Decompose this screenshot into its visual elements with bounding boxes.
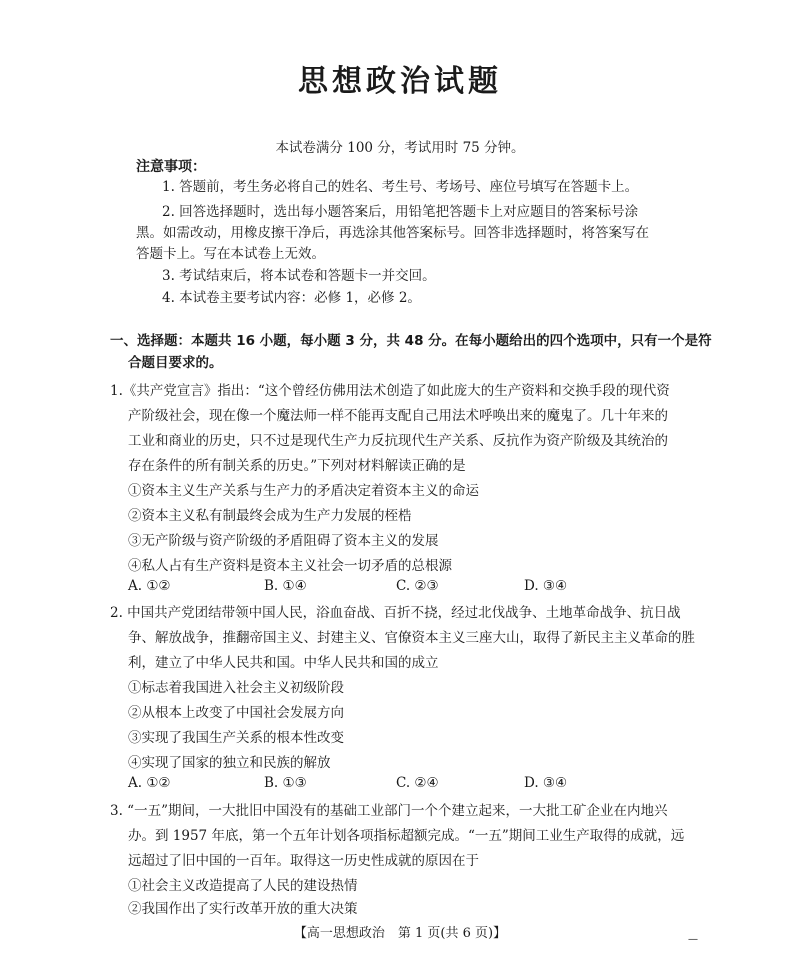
corner-mark: — (688, 934, 698, 945)
question-stem: 办。到 1957 年底，第一个五年计划各项指标超额完成。“一五”期间工业生产取得的成就，远 (128, 828, 685, 844)
question-stem: 存在条件的所有制关系的历史。”下列对材料解读正确的是 (128, 458, 466, 474)
notes-line: 3. 考试结束后，将本试卷和答题卡一并交回。 (162, 268, 436, 284)
option-c: C. ②④ (396, 775, 439, 791)
question-item: ①资本主义生产关系与生产力的矛盾决定着资本主义的命运 (128, 483, 479, 499)
option-d: D. ③④ (524, 578, 568, 594)
question-item: ③实现了我国生产关系的根本性改变 (128, 730, 344, 746)
question-item: ①标志着我国进入社会主义初级阶段 (128, 680, 344, 696)
exam-subtitle: 本试卷满分 100 分，考试用时 75 分钟。 (275, 140, 525, 156)
section-heading: 一、选择题：本题共 16 小题，每小题 3 分，共 48 分。在每小题给出的四个选项中，只有一个是符 (110, 333, 712, 349)
question-item: ④私人占有生产资料是资本主义社会一切矛盾的总根源 (128, 558, 452, 574)
question-item: ①社会主义改造提高了人民的建设热情 (128, 878, 358, 894)
option-b: B. ①③ (264, 775, 307, 791)
question-stem: 产阶级社会，现在像一个魔法师一样不能再支配自己用法术呼唤出来的魔鬼了。几十年来的 (128, 408, 668, 424)
option-d: D. ③④ (524, 775, 568, 791)
question-item: ②资本主义私有制最终会成为生产力发展的桎梏 (128, 508, 412, 524)
option-b: B. ①④ (264, 578, 307, 594)
option-a: A. ①② (128, 578, 171, 594)
question-item: ④实现了国家的独立和民族的解放 (128, 755, 331, 771)
question-stem: 工业和商业的历史，只不过是现代生产力反抗现代生产关系、反抗作为资产阶级及其统治的 (128, 433, 668, 449)
question-stem: 1.《共产党宣言》指出：“这个曾经仿佛用法术创造了如此庞大的生产资料和交换手段的现代资 (110, 383, 670, 399)
option-a: A. ①② (128, 775, 171, 791)
question-item: ②从根本上改变了中国社会发展方向 (128, 705, 344, 721)
page-title: 思想政治试题 (298, 64, 502, 99)
question-stem: 利，建立了中华人民共和国。中华人民共和国的成立 (128, 655, 439, 671)
question-item: ③无产阶级与资产阶级的矛盾阻碍了资本主义的发展 (128, 533, 439, 549)
question-item: ②我国作出了实行改革开放的重大决策 (128, 901, 358, 917)
notes-line: 黑。如需改动，用橡皮擦干净后，再选涂其他答案标号。回答非选择题时，将答案写在 (136, 225, 649, 241)
question-stem: 远超过了旧中国的一百年。取得这一历史性成就的原因在于 (128, 853, 479, 869)
question-stem: 2. 中国共产党团结带领中国人民，浴血奋战、百折不挠，经过北伐战争、土地革命战争、抗日战 (110, 605, 681, 621)
notes-line: 4. 本试卷主要考试内容：必修 1，必修 2。 (162, 290, 421, 306)
notes-line: 2. 回答选择题时，选出每小题答案后，用铅笔把答题卡上对应题目的答案标号涂 (162, 204, 639, 220)
option-c: C. ②③ (396, 578, 439, 594)
page-footer: 【高一思想政治 第 1 页(共 6 页)】 (293, 926, 507, 941)
question-stem: 争、解放战争，推翻帝国主义、封建主义、官僚资本主义三座大山，取得了新民主主义革命的胜 (128, 630, 695, 646)
question-stem: 3. “一五”期间，一大批旧中国没有的基础工业部门一个个建立起来，一大批工矿企业在内地兴 (110, 803, 668, 819)
notes-line: 1. 答题前，考生务必将自己的姓名、考生号、考场号、座位号填写在答题卡上。 (162, 179, 639, 195)
notes-line: 答题卡上。写在本试卷上无效。 (136, 246, 325, 262)
section-heading-cont: 合题目要求的。 (128, 355, 223, 371)
notes-heading: 注意事项： (136, 159, 206, 175)
